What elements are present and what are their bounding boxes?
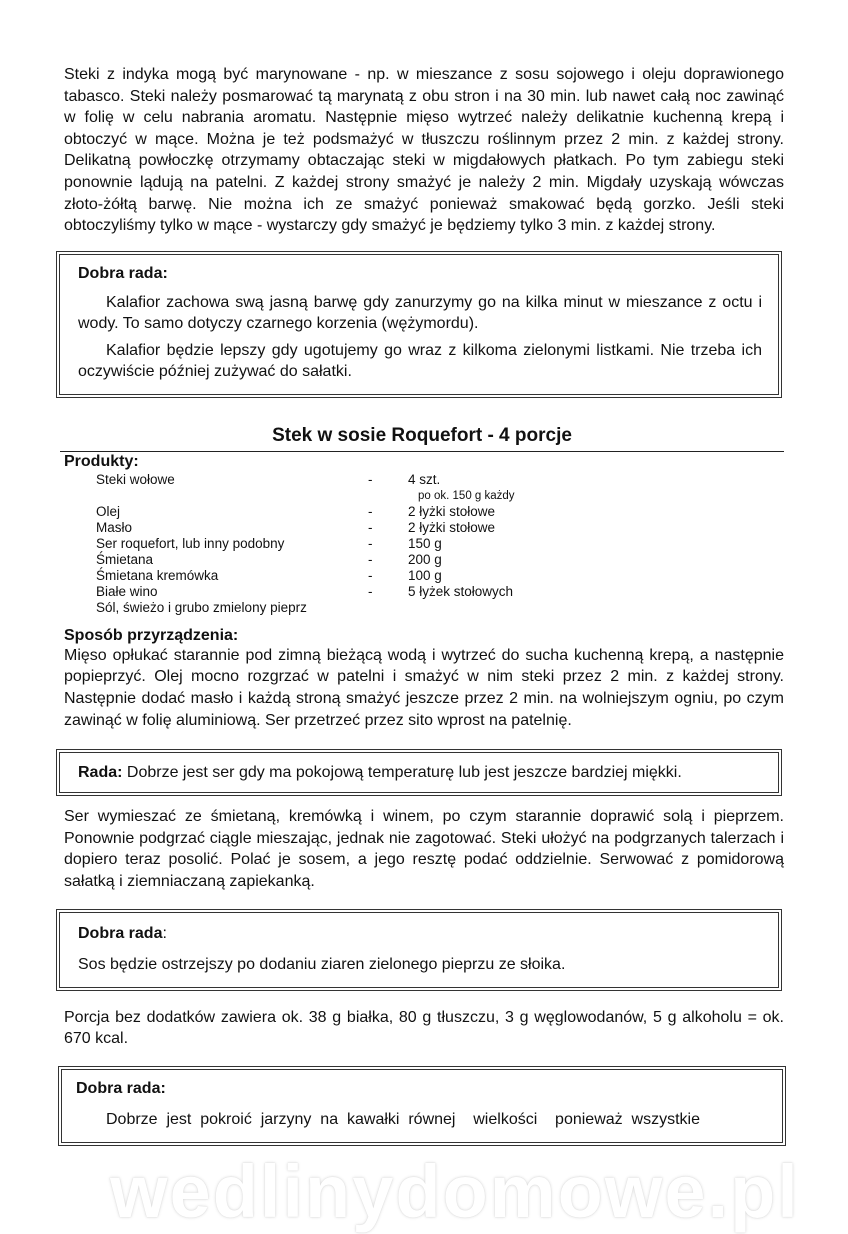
rada-text: Dobrze jest ser gdy ma pokojową temperaturę lub jest jeszcze bardziej miękki. <box>122 764 682 782</box>
tip-heading: Dobra rada: <box>78 264 168 282</box>
rada-box <box>56 749 782 796</box>
ingredients-list <box>96 472 784 616</box>
ingredient-name: Śmietana <box>96 551 154 567</box>
ingredient-amount: 150 g <box>408 535 442 551</box>
ingredient-dash: - <box>368 503 373 519</box>
tip-heading: Dobra rada <box>78 924 163 942</box>
ingredient-name: Ser roquefort, lub inny podobny <box>96 535 285 551</box>
ingredient-row <box>96 520 784 536</box>
ingredient-note: po ok. 150 g każdy <box>418 489 515 502</box>
ingredient-name: Olej <box>96 503 121 519</box>
ingredient-amount: 5 łyżek stołowych <box>408 583 514 599</box>
ingredient-dash: - <box>368 551 373 567</box>
method-heading: Sposób przyrządzenia: <box>64 626 239 644</box>
method-paragraph: Mięso opłukać starannie pod zimną bieżącą wodą i wytrzeć do sucha kuchenną krepą, a następnie popieprzyć. Olej mocno rozgrzać w patelni i smażyć w nim steki przez 2 min. z każdej strony. Następnie dodać masło i każdą stroną smażyć jeszcze przez 2 min. na wolniejszym ogniu, po czym zawinąć w folię aluminiową. Ser przetrzeć przez sito wprost na patelnię. <box>64 646 784 729</box>
ingredient-dash: - <box>368 567 373 583</box>
ingredient-row <box>96 568 784 584</box>
recipe-title: Stek w sosie Roquefort - 4 porcje <box>60 424 784 452</box>
ingredient-row <box>96 552 784 568</box>
ingredient-name: Białe wino <box>96 583 158 599</box>
method-paragraph: Ser wymieszać ze śmietaną, kremówką i winem, po czym starannie doprawić solą i pieprzem. Ponownie podgrzać ciągle mieszając, jednak nie zagotować. Steki ułożyć na podgrzanych talerzach i dopiero teraz posolić. Polać je sosem, a jego resztę podać oddzielnie. Serwować z pomidorową sałatką i ziemniaczaną zapiekanką. <box>64 808 784 890</box>
tip-box-cauliflower <box>56 251 782 398</box>
ingredient-dash: - <box>368 583 373 599</box>
ingredient-row <box>96 472 784 488</box>
ingredient-dash: - <box>368 519 373 535</box>
tip-paragraph: Kalafior będzie lepszy gdy ugotujemy go wraz z kilkoma zielonymi listkami. Nie trzeba ich oczywiście później zużywać do sałatki. <box>78 341 762 380</box>
ingredient-name: Sól, świeżo i grubo zmielony pieprz <box>96 599 307 615</box>
ingredient-name: Śmietana kremówka <box>96 567 219 583</box>
ingredient-row <box>96 504 784 520</box>
products-heading: Produkty: <box>64 452 139 470</box>
tip-box-sauce <box>56 909 782 991</box>
ingredient-amount: 2 łyżki stołowe <box>408 519 496 535</box>
ingredient-row <box>96 536 784 552</box>
ingredient-row <box>96 600 784 616</box>
ingredient-amount: 100 g <box>408 567 442 583</box>
ingredient-dash: - <box>368 535 373 551</box>
ingredient-dash: - <box>368 471 373 487</box>
tip-heading: Dobra rada: <box>76 1079 166 1097</box>
intro-paragraph: Steki z indyka mogą być marynowane - np. w mieszance z sosu sojowego i oleju doprawionego tabasco. Steki należy posmarować tą marynatą z obu stron i na 30 min. lub nawet całą noc zawinąć w folię w celu nabrania aromatu. Następnie mięso wytrzeć należy delikatnie kuchenną krepą i obtoczyć w mące. Można je też podsmażyć w tłuszczu roślinnym przez 2 min. z każdej strony. Delikatną powłoczkę otrzymamy obtaczając steki w migdałowych płatkach. Po tym zabiegu steki ponownie lądują na patelni. Z każdej strony smażyć je należy 2 min. Migdały uzyskają wówczas złoto-żółtą barwę. Nie można ich ze smażyć ponieważ smakować będą gorzko. Jeśli steki obtoczyliśmy tylko w mące - wystarczy gdy smażyć je będziemy tylko 3 min. z każdej strony. <box>64 66 784 235</box>
tip-colon: : <box>162 924 167 942</box>
nutrition-info: Porcja bez dodatków zawiera ok. 38 g białka, 80 g tłuszczu, 3 g węglowodanów, 5 g alkoholu = ok. 670 kcal. <box>64 1008 784 1048</box>
tip-box-vegetables <box>58 1066 786 1146</box>
ingredient-row <box>96 584 784 600</box>
ingredient-name: Masło <box>96 519 133 535</box>
ingredient-note-row <box>96 488 784 504</box>
tip-text: Dobrze jest pokroić jarzyny na kawałki równej wielkości ponieważ wszystkie <box>106 1110 700 1128</box>
rada-label: Rada: <box>78 764 123 782</box>
ingredient-amount: 4 szt. <box>408 471 441 487</box>
ingredient-amount: 200 g <box>408 551 442 567</box>
tip-paragraph: Kalafior zachowa swą jasną barwę gdy zanurzymy go na kilka minut w mieszance z octu i wody. To samo dotyczy czarnego korzenia (wężymordu). <box>78 293 762 332</box>
tip-text: Sos będzie ostrzejszy po dodaniu ziaren zielonego pieprzu ze słoika. <box>78 955 566 973</box>
ingredient-name: Steki wołowe <box>96 471 175 487</box>
ingredient-amount: 2 łyżki stołowe <box>408 503 496 519</box>
watermark: wedlinydomowe.pl <box>110 1149 800 1233</box>
